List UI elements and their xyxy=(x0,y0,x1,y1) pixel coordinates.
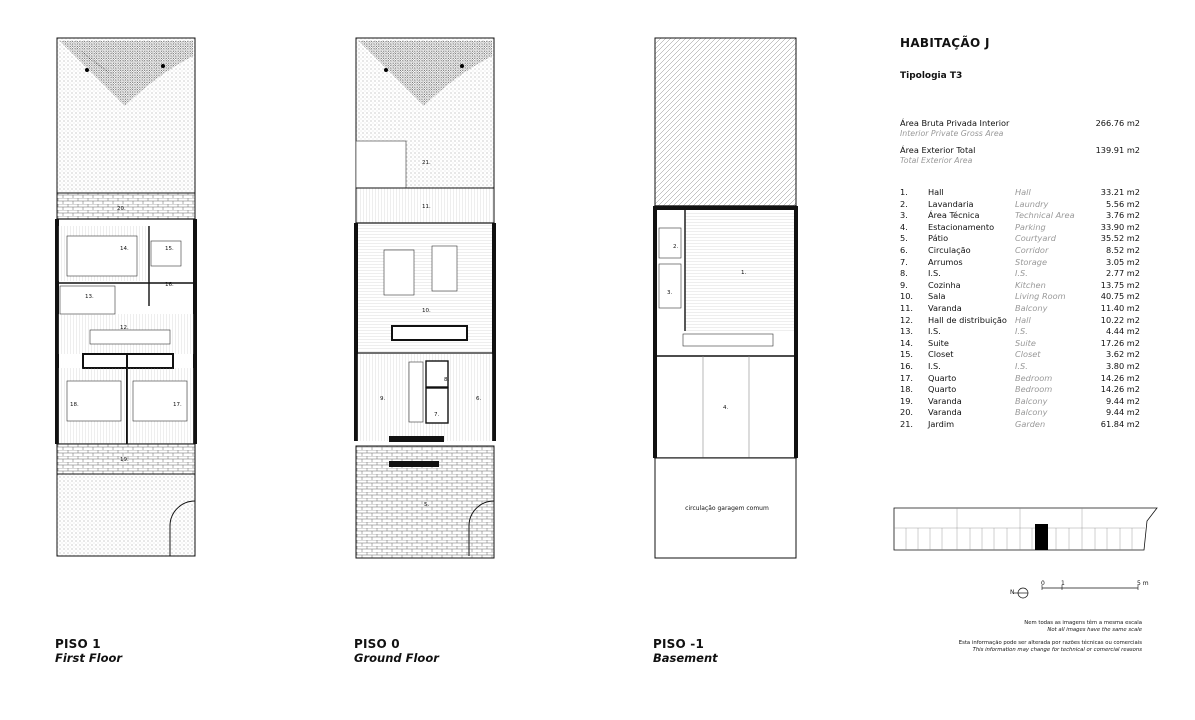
room-number: 7. xyxy=(900,256,908,267)
room-name-pt: Varanda xyxy=(928,395,962,406)
room-label-9: 9. xyxy=(380,396,386,402)
room-name-pt: Jardim xyxy=(928,418,955,429)
room-number: 11. xyxy=(900,302,914,313)
room-number: 4. xyxy=(900,221,908,232)
room-label-17: 17. xyxy=(173,402,182,408)
room-label-7: 7. xyxy=(434,412,440,418)
info-panel xyxy=(900,36,1145,430)
room-label-21: 21. xyxy=(422,160,431,166)
room-area: 4.44 m2 xyxy=(1105,326,1140,337)
room-name-pt: Quarto xyxy=(928,372,957,383)
room-number: 1. xyxy=(900,187,908,197)
room-name-en: Hall xyxy=(1015,314,1031,325)
room-number: 5. xyxy=(900,233,908,244)
area-label-en: Total Exterior Area xyxy=(900,156,973,165)
room-area: 14.26 m2 xyxy=(1100,384,1140,395)
room-name-en: Kitchen xyxy=(1015,279,1046,290)
room-area: 17.26 m2 xyxy=(1100,337,1140,348)
room-name-en: Storage xyxy=(1015,256,1048,267)
room-label-18: 18. xyxy=(70,402,79,408)
room-area: 35.52 m2 xyxy=(1100,233,1140,244)
room-row xyxy=(900,384,1145,396)
room-area: 40.75 m2 xyxy=(1100,291,1140,302)
room-row xyxy=(900,222,1145,234)
area-label-pt: Área Exterior Total xyxy=(900,145,976,155)
room-area: 11.40 m2 xyxy=(1100,302,1140,313)
room-number: 12. xyxy=(900,314,914,325)
room-row xyxy=(900,187,1145,199)
scale-label-0: 0 xyxy=(1041,580,1045,587)
room-name-pt: Estacionamento xyxy=(928,221,995,232)
room-name-en: Courtyard xyxy=(1015,233,1056,244)
room-number: 8. xyxy=(900,268,908,279)
room-name-en: I.S. xyxy=(1015,326,1028,337)
room-row xyxy=(900,407,1145,419)
room-name-en: Balcony xyxy=(1015,302,1048,313)
floor-label-pt: PISO 1 xyxy=(55,637,101,651)
room-row xyxy=(900,361,1145,373)
room-name-en: Closet xyxy=(1015,349,1041,360)
room-row xyxy=(900,326,1145,338)
floor-label-en: First Floor xyxy=(55,651,123,665)
room-area: 14.26 m2 xyxy=(1100,372,1140,383)
area-label-en: Interior Private Gross Area xyxy=(900,129,1004,138)
room-area: 3.76 m2 xyxy=(1105,210,1140,221)
room-name-en: Parking xyxy=(1015,221,1046,232)
room-row xyxy=(900,291,1145,303)
room-schedule xyxy=(900,187,1145,430)
room-number: 14. xyxy=(900,337,914,348)
area-value: 139.91 m2 xyxy=(1095,145,1140,155)
room-name-pt: Varanda xyxy=(928,302,962,313)
room-name-en: Bedroom xyxy=(1015,372,1053,383)
room-area: 13.75 m2 xyxy=(1100,279,1140,290)
room-label-3: 3. xyxy=(667,290,673,296)
room-number: 18. xyxy=(900,384,914,395)
room-area: 10.22 m2 xyxy=(1100,314,1140,325)
room-label-6: 6. xyxy=(476,396,482,402)
dwelling-title: HABITAÇÃO J xyxy=(900,36,990,50)
room-area: 33.90 m2 xyxy=(1100,221,1140,232)
room-name-pt: Hall de distribuição xyxy=(928,314,1007,325)
room-name-en: I.S. xyxy=(1015,360,1028,371)
room-row xyxy=(900,199,1145,211)
room-number: 19. xyxy=(900,395,914,406)
room-number: 2. xyxy=(900,198,908,209)
room-label-19: 19. xyxy=(120,457,129,463)
floor-plan-piso-minus-1 xyxy=(653,36,798,561)
area-row-interior xyxy=(900,118,1145,138)
room-label-15: 15. xyxy=(165,246,174,252)
note-info-en: This information may change for technical or comercial reasons xyxy=(972,647,1142,653)
room-number: 17. xyxy=(900,372,914,383)
room-row xyxy=(900,210,1145,222)
room-area: 2.77 m2 xyxy=(1105,268,1140,279)
room-number: 9. xyxy=(900,279,908,290)
garage-circulation-label: circulação garagem comum xyxy=(685,505,769,512)
room-name-en: Laundry xyxy=(1015,198,1049,209)
room-name-en: Technical Area xyxy=(1015,210,1075,221)
room-label-5: 5. xyxy=(424,502,430,508)
room-label-16: 16. xyxy=(165,282,174,288)
note-info-pt: Esta informação pode ser alterada por razões técnicas ou comerciais xyxy=(958,640,1142,646)
room-label-12: 12. xyxy=(120,325,129,331)
room-label-13: 13. xyxy=(85,294,94,300)
room-number: 20. xyxy=(900,407,914,418)
room-label-2: 2. xyxy=(673,244,679,250)
floor-label-piso-1 xyxy=(55,637,122,665)
note-scale-en: Not all images have the same scale xyxy=(1047,627,1142,633)
room-area: 33.21 m2 xyxy=(1100,187,1140,197)
room-name-pt: Área Técnica xyxy=(928,210,980,221)
room-number: 13. xyxy=(900,326,914,337)
floor-label-piso-minus-1 xyxy=(653,637,718,665)
room-name-pt: Hall xyxy=(928,187,944,197)
room-row xyxy=(900,419,1145,431)
room-row xyxy=(900,257,1145,269)
room-row xyxy=(900,338,1145,350)
room-name-en: Bedroom xyxy=(1015,384,1053,395)
typology-subtitle: Tipologia T3 xyxy=(900,71,963,81)
room-area: 8.52 m2 xyxy=(1105,244,1140,255)
room-area: 3.05 m2 xyxy=(1105,256,1140,267)
room-row xyxy=(900,303,1145,315)
room-label-20: 20. xyxy=(117,206,126,212)
room-area: 3.80 m2 xyxy=(1105,360,1140,371)
floor-label-pt: PISO -1 xyxy=(653,637,705,651)
room-row xyxy=(900,396,1145,408)
room-number: 21. xyxy=(900,418,914,429)
floor-label-piso-0 xyxy=(354,637,439,665)
scale-label-5m: 5 m xyxy=(1137,580,1149,587)
floor-label-pt: PISO 0 xyxy=(354,637,400,651)
note-scale-pt: Nem todas as imagens têm a mesma escala xyxy=(1024,620,1142,626)
scale-bar xyxy=(1010,580,1150,609)
scale-label-1: 1 xyxy=(1061,580,1065,587)
room-row xyxy=(900,233,1145,245)
room-number: 3. xyxy=(900,210,908,221)
room-name-pt: Lavandaria xyxy=(928,198,974,209)
room-label-14: 14. xyxy=(120,246,129,252)
area-value: 266.76 m2 xyxy=(1095,118,1140,128)
room-name-en: Balcony xyxy=(1015,395,1048,406)
room-name-pt: I.S. xyxy=(928,326,941,337)
room-number: 10. xyxy=(900,291,914,302)
room-area: 61.84 m2 xyxy=(1100,418,1140,429)
room-name-pt: Cozinha xyxy=(928,279,961,290)
room-number: 16. xyxy=(900,360,914,371)
room-number: 15. xyxy=(900,349,914,360)
area-row-exterior xyxy=(900,145,1145,165)
room-row xyxy=(900,268,1145,280)
floor-plan-piso-1 xyxy=(55,36,200,561)
room-name-pt: Quarto xyxy=(928,384,957,395)
room-name-pt: Arrumos xyxy=(928,256,963,267)
room-name-pt: Sala xyxy=(928,291,946,302)
room-name-en: I.S. xyxy=(1015,268,1028,279)
room-area: 5.56 m2 xyxy=(1105,198,1140,209)
room-name-pt: Pátio xyxy=(928,233,949,244)
room-name-pt: Suite xyxy=(928,337,949,348)
disclaimer-notes xyxy=(959,620,1142,654)
room-label-1: 1. xyxy=(741,270,747,276)
room-label-4: 4. xyxy=(723,405,729,411)
room-name-en: Balcony xyxy=(1015,407,1048,418)
room-name-en: Corridor xyxy=(1015,244,1049,255)
floor-label-en: Basement xyxy=(653,651,718,665)
floor-label-en: Ground Floor xyxy=(354,651,439,665)
room-area: 9.44 m2 xyxy=(1105,407,1140,418)
room-name-pt: I.S. xyxy=(928,360,941,371)
room-area: 9.44 m2 xyxy=(1105,395,1140,406)
room-label-10: 10. xyxy=(422,308,431,314)
room-row xyxy=(900,349,1145,361)
floor-plan-piso-0 xyxy=(354,36,499,561)
room-name-pt: I.S. xyxy=(928,268,941,279)
room-area: 3.62 m2 xyxy=(1105,349,1140,360)
room-name-pt: Closet xyxy=(928,349,954,360)
room-row xyxy=(900,245,1145,257)
room-number: 6. xyxy=(900,244,908,255)
room-name-en: Garden xyxy=(1015,418,1046,429)
room-label-11: 11. xyxy=(422,204,431,210)
room-name-en: Living Room xyxy=(1015,291,1066,302)
room-row xyxy=(900,315,1145,327)
north-label: N xyxy=(1010,589,1015,596)
room-name-pt: Varanda xyxy=(928,407,962,418)
room-row xyxy=(900,280,1145,292)
room-name-en: Hall xyxy=(1015,187,1031,197)
room-row xyxy=(900,373,1145,385)
key-plan xyxy=(892,506,1162,561)
room-label-8: 8. xyxy=(444,377,450,383)
room-name-en: Suite xyxy=(1015,337,1036,348)
room-name-pt: Circulação xyxy=(928,244,971,255)
area-label-pt: Área Bruta Privada Interior xyxy=(900,118,1010,128)
unit-highlight xyxy=(1035,524,1048,550)
